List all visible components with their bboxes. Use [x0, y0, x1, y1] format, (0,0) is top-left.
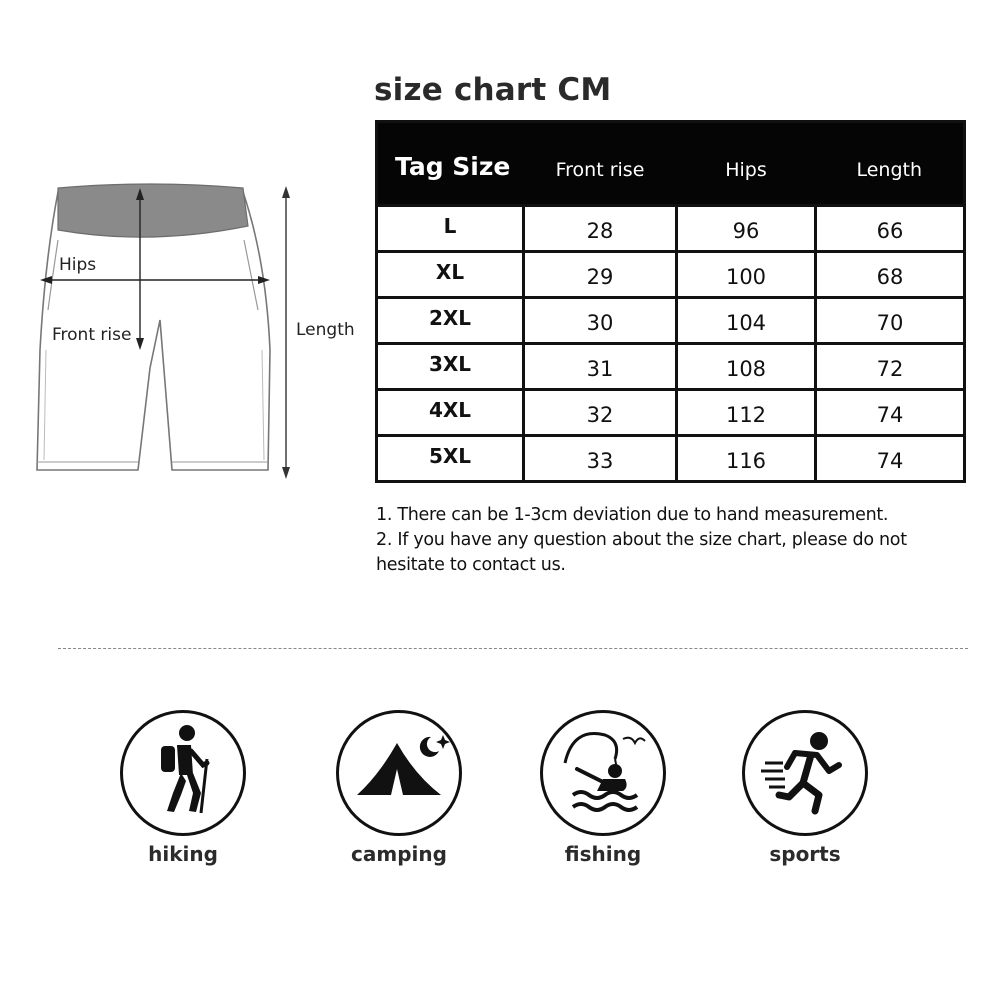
activity-sports	[742, 710, 868, 866]
table-row	[377, 206, 965, 252]
shorts-diagram	[0, 170, 370, 490]
activity-label: sports	[769, 842, 841, 866]
cell-front-rise: 28	[524, 206, 677, 252]
cell-length: 68	[816, 252, 965, 298]
activity-camping	[336, 710, 462, 866]
hips-label: Hips	[59, 255, 97, 275]
activity-label: camping	[351, 842, 447, 866]
cell-hips: 104	[677, 298, 816, 344]
cell-tag-size: 3XL	[377, 344, 524, 390]
front-rise-label: Front rise	[52, 325, 132, 345]
length-label: Length	[296, 320, 355, 340]
cell-hips: 116	[677, 436, 816, 482]
table-row	[377, 436, 965, 482]
activity-fishing	[540, 710, 666, 866]
header-tag-size: Tag Size	[377, 122, 524, 206]
runner-icon	[745, 713, 865, 833]
cell-tag-size: 4XL	[377, 390, 524, 436]
table-header-row	[377, 122, 965, 206]
table-row	[377, 298, 965, 344]
cell-length: 72	[816, 344, 965, 390]
table-row	[377, 344, 965, 390]
waistband	[58, 184, 248, 237]
fishing-icon	[543, 713, 663, 833]
cell-hips: 112	[677, 390, 816, 436]
cell-hips: 100	[677, 252, 816, 298]
cell-hips: 96	[677, 206, 816, 252]
table-row	[377, 390, 965, 436]
header-front-rise: Front rise	[524, 122, 677, 206]
cell-front-rise: 33	[524, 436, 677, 482]
note-contact: 2. If you have any question about the size chart, please do not hesitate to contact us.	[376, 530, 907, 575]
cell-length: 74	[816, 390, 965, 436]
cell-front-rise: 29	[524, 252, 677, 298]
measurement-notes	[376, 503, 936, 578]
cell-front-rise: 31	[524, 344, 677, 390]
cell-tag-size: XL	[377, 252, 524, 298]
page-title: size chart CM	[374, 72, 612, 108]
hiker-icon	[123, 713, 243, 833]
note-deviation: 1. There can be 1-3cm deviation due to hand measurement.	[376, 505, 889, 525]
cell-tag-size: 2XL	[377, 298, 524, 344]
cell-tag-size: 5XL	[377, 436, 524, 482]
header-hips: Hips	[677, 122, 816, 206]
cell-tag-size: L	[377, 206, 524, 252]
size-chart-table	[375, 120, 966, 483]
cell-hips: 108	[677, 344, 816, 390]
header-length: Length	[816, 122, 965, 206]
cell-length: 66	[816, 206, 965, 252]
cell-length: 70	[816, 298, 965, 344]
tent-icon	[339, 713, 459, 833]
cell-front-rise: 32	[524, 390, 677, 436]
activity-label: fishing	[564, 842, 642, 866]
activity-label: hiking	[148, 842, 218, 866]
activity-hiking	[120, 710, 246, 866]
cell-front-rise: 30	[524, 298, 677, 344]
table-row	[377, 252, 965, 298]
cell-length: 74	[816, 436, 965, 482]
dashed-divider	[58, 648, 968, 649]
